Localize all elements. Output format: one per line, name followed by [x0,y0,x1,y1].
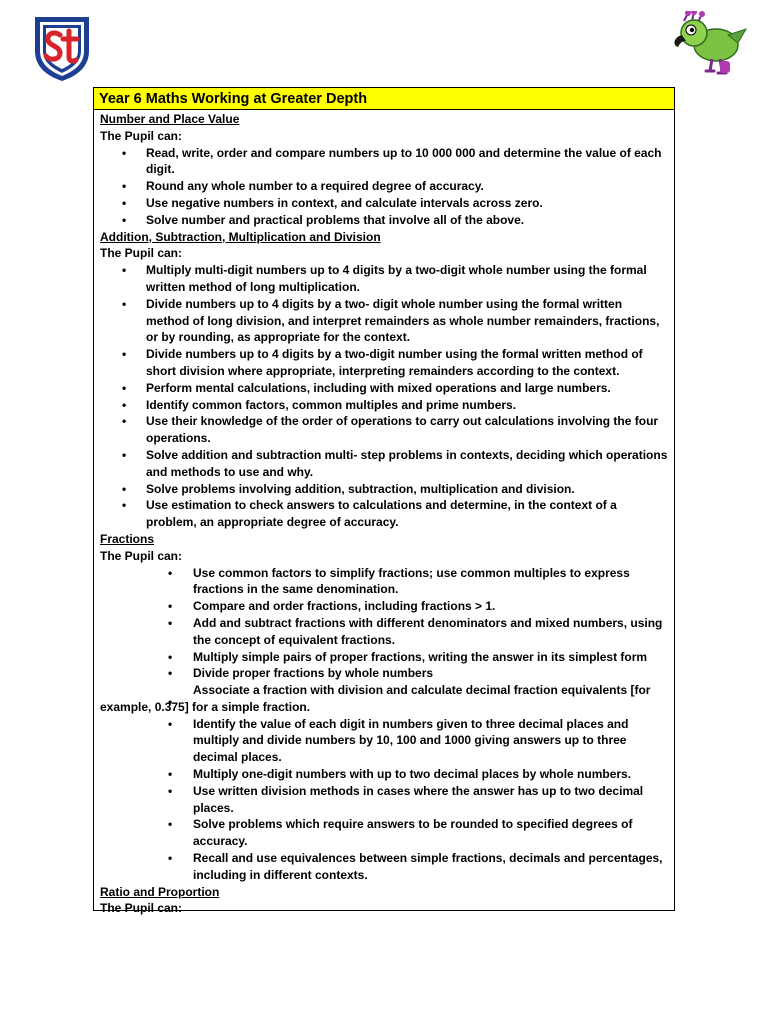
list-item: • Read, write, order and compare numbers up to 10 000 000 and determine the value of each digit. [100,145,668,179]
parrot-mascot [668,11,748,79]
list-item: • Solve problems involving addition, subtraction, multiplication and division. [100,481,668,498]
list-item: • Use their knowledge of the order of operations to carry out calculations involving the four operations. [100,413,668,447]
section-heading-place-value: Number and Place Value [100,112,240,126]
list-item: • Add and subtract fractions with different denominators and mixed numbers, using the concept of equivalent fractions. [100,615,668,649]
shield-icon [33,15,91,83]
list-item: • Solve addition and subtraction multi- step problems in contexts, deciding which operations and methods to use and why. [100,447,668,481]
parrot-character-icon [668,11,748,79]
operations-list [100,262,668,531]
list-item: • Round any whole number to a required degree of accuracy. [100,178,668,195]
list-item: • Solve problems which require answers to be rounded to specified degrees of accuracy. [100,816,668,850]
fractions-list [100,565,668,683]
pupil-can-label: The Pupil can: [100,901,183,916]
list-item: • Use common factors to simplify fractions; use common multiples to express fractions in the same denomination. [100,565,668,599]
pupil-can-label: The Pupil can: [100,128,183,143]
list-item: • Multiply simple pairs of proper fractions, writing the answer in its simplest form [100,649,668,666]
section-heading-operations: Addition, Subtraction, Multiplication and Division [100,229,381,244]
criteria-table [93,87,675,916]
place-value-list [100,145,668,229]
list-item: • Multiply one-digit numbers with up to two decimal places by whole numbers. [100,766,668,783]
list-item: • Multiply multi-digit numbers up to 4 digits by a two-digit whole number using the formal written method of long multiplication. [100,262,668,296]
list-item: • Divide numbers up to 4 digits by a two- digit whole number using the formal written method of long division, and interpret remainders as whole number remainders, fractions, or by rounding, as appropriate for the context. [100,296,668,346]
school-logo [33,15,91,83]
fractions-list-continued [100,716,668,884]
list-item: • Compare and order fractions, including fractions > 1. [100,598,668,615]
list-item: • Divide proper fractions by whole numbers [100,665,668,682]
list-item: • Use negative numbers in context, and calculate intervals across zero. [100,195,668,212]
list-item: • Use written division methods in cases where the answer has up to two decimal places. [100,783,668,817]
list-item: • Perform mental calculations, including with mixed operations and large numbers. [100,380,668,397]
list-item-text: Associate a fraction with division and calculate decimal fraction equivalents [for example, 0.375] for a simple fraction. [100,683,651,714]
pupil-can-label: The Pupil can: [100,246,183,261]
list-item: • Solve number and practical problems that involve all of the above. [100,212,668,229]
list-item: • Identify common factors, common multiples and prime numbers. [100,397,668,414]
section-heading-fractions: Fractions [100,531,155,546]
list-item: • Recall and use equivalences between simple fractions, decimals and percentages, including in different contexts. [100,850,668,884]
list-item: • Use estimation to check answers to calculations and determine, in the context of a problem, an appropriate degree of accuracy. [100,497,668,531]
criteria-content [94,110,674,917]
list-item-wrapped [100,682,668,716]
list-item: • Identify the value of each digit in numbers given to three decimal places and multiply and divide numbers by 10, 100 and 1000 giving answers up to three decimal places. [100,716,668,766]
document-title: Year 6 Maths Working at Greater Depth [94,88,674,110]
pupil-can-label: The Pupil can: [100,548,183,563]
section-heading-ratio: Ratio and Proportion [100,884,220,899]
list-item: • Divide numbers up to 4 digits by a two-digit number using the formal written method of short division where appropriate, interpreting remainders according to the context. [100,346,668,380]
